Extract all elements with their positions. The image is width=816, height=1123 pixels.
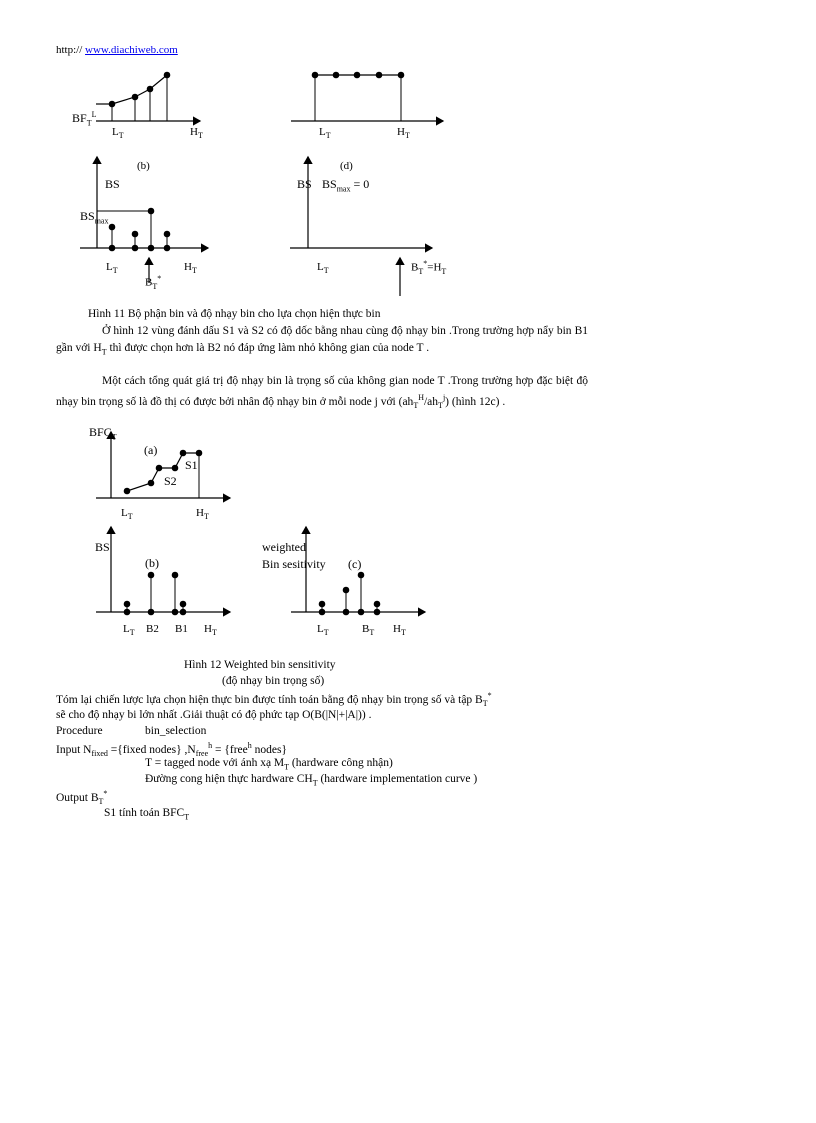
fig11-caption: Hình 11 Bộ phận bin và độ nhạy bin cho lựa chọn hiện thực bin [88, 308, 381, 320]
fig12b-point [148, 572, 155, 579]
fig11a-curve [112, 75, 167, 104]
fig12a-point [124, 488, 131, 495]
fig11a-point [164, 72, 171, 79]
fig12b-point [124, 609, 131, 616]
procedure-name: bin_selection [145, 725, 207, 737]
fig12c-x-low: $L_T$ [317, 623, 329, 638]
fig12b-point [180, 609, 187, 616]
procedure-step-1: S1 tính toán $BFC_T$ [104, 807, 190, 822]
header-link[interactable]: www.diachiweb.com [85, 44, 178, 56]
procedure-input: Input $N_{fixed}$ ={fixed nodes} $,N_{free}^h$ = {free$^h$ nodes} [56, 741, 287, 759]
fig11b-y-label: BS [105, 177, 120, 191]
fig12b-tag: (b) [145, 556, 159, 570]
fig11c-point [312, 72, 319, 79]
fig11a-y-label: $BF_T^L$ [72, 110, 97, 128]
fig11d-x-low: $L_T$ [317, 261, 329, 276]
fig11-c [291, 72, 443, 121]
fig11c-point [376, 72, 383, 79]
fig12-caption-1: Hình 12 Weighted bin sensitivity [184, 659, 336, 671]
fig12c-label2: Bin sesitivity [262, 557, 326, 571]
fig12a-point [172, 465, 179, 472]
fig12a-point [148, 480, 155, 487]
fig12c-label1: weighted [262, 540, 306, 554]
fig11c-x-low: $L_T$ [319, 126, 331, 141]
fig12a-tag: (a) [144, 443, 158, 457]
fig11b-point [109, 245, 116, 252]
fig12c-x-high: $H_T$ [393, 623, 406, 638]
fig11b-x-low: $L_T$ [106, 261, 118, 276]
fig12b-x-b2: B2 [146, 623, 159, 635]
fig12b-point [172, 572, 179, 579]
fig11b-point [164, 231, 171, 238]
fig11b-point [148, 208, 155, 215]
fig11b-point [109, 224, 116, 231]
fig12a-point [196, 450, 203, 457]
fig11-a [96, 72, 200, 121]
procedure-t-line: T = tagged node với ánh xạ $M_T$ (hardware công nhận) [145, 757, 393, 772]
procedure-label: Procedure [56, 725, 103, 737]
fig12b-point [172, 609, 179, 616]
fig11d-bt-label: $B_T^*=H_T$ [411, 259, 447, 276]
fig12c-tag: (c) [348, 557, 362, 571]
fig11d-tag: (d) [340, 160, 353, 172]
fig12a-point [180, 450, 187, 457]
fig11a-point [109, 101, 116, 108]
fig11c-point [333, 72, 340, 79]
procedure-c-line: Đường cong hiện thực hardware $CH_T$ (hardware implementation curve ) [145, 773, 478, 788]
fig11a-x-low: $L_T$ [112, 126, 124, 141]
fig12b-x-high: $H_T$ [204, 623, 217, 638]
fig11d-max-label: $BS_{max} = 0$ [322, 177, 370, 194]
fig11a-point [132, 94, 139, 101]
paragraph-2: Một cách tổng quát giá trị độ nhạy bin là trọng số của không gian node T .Trong trường hợp đặc biệt độ nhạy bin trọng số là đồ thị có được bởi nhân độ nhạy bin ở mỗi node j với $(ah_T^H/ah_T^j)$ (hình 12c) . [56, 375, 588, 410]
fig12c-point [358, 609, 365, 616]
fig12c-point [343, 587, 350, 594]
fig12a-point [156, 465, 163, 472]
fig11b-x-high: $H_T$ [184, 261, 197, 276]
fig12a-s1: S1 [185, 458, 198, 472]
fig11a-point [147, 86, 154, 93]
fig12-b [96, 527, 230, 615]
fig12-caption-2: (độ nhạy bin trọng số) [222, 675, 325, 687]
fig12b-point [180, 601, 187, 608]
summary-line-1: Tóm lại chiến lược lựa chọn hiện thực bin được tính toán bằng độ nhạy bin trọng số và tập $B_T^*$ [56, 691, 492, 709]
fig12c-x-b: $B_T$ [362, 623, 375, 638]
fig12a-s2: S2 [164, 474, 177, 488]
fig11b-point [148, 245, 155, 252]
procedure-output: Output $B_T^*$ [56, 789, 108, 807]
summary-line-2: sẽ cho độ nhạy bi lớn nhất .Giải thuật có độ phức tạp O(B(|N|+|A|)) . [56, 709, 372, 721]
fig12c-point [343, 609, 350, 616]
fig12b-x-b1: B1 [175, 623, 188, 635]
fig11b-point [132, 245, 139, 252]
header-url: http:// www.diachiweb.com [56, 44, 178, 56]
fig11c-x-high: $H_T$ [397, 126, 410, 141]
fig11b-bt-label: $B_T^*$ [145, 274, 162, 291]
paragraph-1: Ở hình 12 vùng đánh dấu S1 và S2 có độ dốc bằng nhau cùng độ nhạy bin .Trong trường hợp nẩy bin B1 gần với $H_T$ thì được chọn hơn là B2 nó đáp ứng làm nhỏ không gian của node T . [56, 325, 588, 356]
fig12b-point [124, 601, 131, 608]
fig11a-x-high: $H_T$ [190, 126, 203, 141]
fig11c-point [354, 72, 361, 79]
fig12a-y-label: $BFC_T$ [89, 425, 117, 442]
fig12a-x-high: $H_T$ [196, 507, 209, 522]
fig11c-point [398, 72, 405, 79]
fig12b-x-low: $L_T$ [123, 623, 135, 638]
fig11d-y-label: BS [297, 177, 312, 191]
fig12b-point [148, 609, 155, 616]
fig12b-y-label: BS [95, 540, 110, 554]
fig12-a [96, 432, 230, 498]
fig12c-point [374, 609, 381, 616]
fig11b-max-label: $BS_{max}$ [80, 209, 109, 226]
fig11b-point [164, 245, 171, 252]
fig12c-point [374, 601, 381, 608]
fig12c-point [319, 609, 326, 616]
fig11b-tag: (b) [137, 160, 150, 172]
fig12a-x-low: $L_T$ [121, 507, 133, 522]
fig12c-point [358, 572, 365, 579]
fig12c-point [319, 601, 326, 608]
fig11b-point [132, 231, 139, 238]
